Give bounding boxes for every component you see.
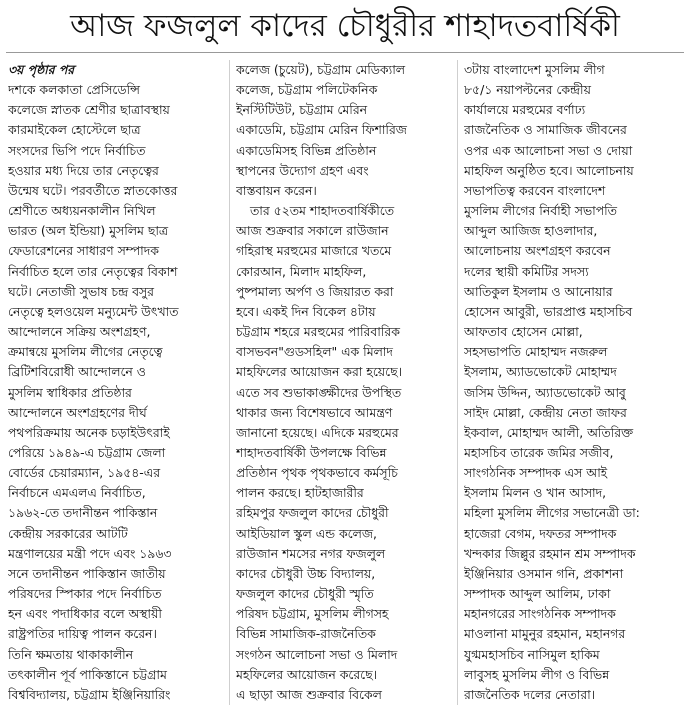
article-text-line: হাজেরা বেগম, দফতর সম্পাদক xyxy=(464,525,617,541)
article-text-line: খন্দকার জিল্লুর রহমান শ্রম সম্পাদক xyxy=(464,545,636,561)
article-text-line: মাহফিলের আয়োজন করা হয়েছে। xyxy=(236,364,403,380)
article-text-line: বাস্তবায়ন করেন। xyxy=(236,182,317,198)
article-text-line: মুসলিম স্বাধিকার প্রতিষ্ঠার xyxy=(8,384,132,400)
article-text-line: কলেজ, চট্টগ্রাম পলিটেকনিক xyxy=(236,82,378,98)
article-text-line: কারমাইকেল হোস্টেলে ছাত্র xyxy=(8,122,141,138)
article-text-line: নির্বাচিত হলে তার নেতৃত্বের বিকাশ xyxy=(8,263,178,279)
article-text-line: আতিকুল ইসলাম ও আনোয়ার xyxy=(464,283,613,299)
article-text-line: ভারত (অল ইন্ডিয়া) মুসলিম ছাত্র xyxy=(8,223,169,239)
article-text-line: চট্টগ্রাম শহরে মরহুমের পারিবারিক xyxy=(236,324,400,340)
article-text-line: হওয়ার মধ্য দিয়ে তার নেতৃত্বের xyxy=(8,162,159,178)
article-text-line: পুষ্পমাল্য অর্পণ ও জিয়ারত করা xyxy=(236,283,394,299)
article-text-line: শ্রেণীতে অধ্যয়নকালীন নিখিল xyxy=(8,203,156,219)
article-text-line: মহাসচিব তারেক জমির সজীব, xyxy=(464,444,614,460)
article-text-line: ইসলাম, অ্যাডভোকেট মোহাম্মদ xyxy=(464,364,617,380)
article-text-line: ইকবাল, মোহাম্মদ আলী, অতিরিক্ত xyxy=(464,424,634,440)
article-text-line: একাডেমি, চট্টগ্রাম মেরিন ফিশারিজ xyxy=(236,122,407,138)
article-text-line: মহফিলের আয়োজন করেছে। xyxy=(236,666,378,682)
article-text-line: রাজনৈতিক দলের নেতারা। xyxy=(464,686,596,702)
article-text-line: এ ছাড়া আজ শুক্রবার বিকেল xyxy=(236,686,382,702)
article-text-line: কার্যালয়ে মরহুমের বর্ণাঢ্য xyxy=(464,102,586,118)
article-text-line: ব্রিটিশবিরোধী আন্দোলনে ও xyxy=(8,364,146,380)
article-text-line: থাকার জন্য বিশেষভাবে আমন্ত্রণ xyxy=(236,404,393,420)
article-text-line: বাসভবন"গুডসহিল" এক মিলাদ xyxy=(236,344,393,360)
article-text-line: সনে তদানীন্তন পাকিস্তান জাতীয় xyxy=(8,565,166,581)
article-text-line: সাংগঠনিক সম্পাদক এস আই xyxy=(464,465,608,481)
article-text-line: হোসেন আবুরী, ভারপ্রাপ্ত মহাসচিব xyxy=(464,303,633,319)
article-text-line: ৮৫/১ নয়াপল্টনের কেন্দ্রীয় xyxy=(464,82,591,98)
article-text-line: তার ৫২তম শাহাদতবার্ষিকীতে xyxy=(250,203,395,219)
article-text-line: পেরিয়ে ১৯৪৯-এ চট্টগ্রাম জেলা xyxy=(8,444,166,460)
article-text-line: আফতাব হোসেন মোল্লা, xyxy=(464,324,583,340)
article-text-line: যুগ্মমহাসচিব নাসিমুল হাকিম xyxy=(464,646,600,662)
article-text-line: আন্দোলনে সক্রিয় অংশগ্রহণ, xyxy=(8,324,151,340)
article-text-line: রাউজান শমসের নগর ফজলুল xyxy=(236,545,386,561)
article-text-line: স্থাপনের উদ্যোগ গ্রহণ এবং xyxy=(236,162,369,178)
article-text-line: মাওলানা মামুনুর রহমান, মহানগর xyxy=(464,626,626,642)
article-column-1 xyxy=(8,60,222,705)
article-column-2 xyxy=(236,60,450,705)
article-text-line: সভাপতিত্ব করবেন বাংলাদেশ xyxy=(464,182,606,198)
article-text-line: জসিম উদ্দিন, অ্যাডভোকেট আবু xyxy=(464,384,626,400)
article-text-line: জানানো হয়েছে। এদিকে মরহুমের xyxy=(236,424,399,440)
article-text-line: ইঞ্জিনিয়ার ওসমান গনি, প্রকাশনা xyxy=(464,565,624,581)
article-text-line: গহিরাস্থ মরহুমের মাজারে খতমে xyxy=(236,243,392,259)
article-text-line: ৩টায় বাংলাদেশ মুসলিম লীগ xyxy=(464,62,605,77)
article-text-line: আন্দোলনে অংশগ্রহণের দীর্ঘ xyxy=(8,404,147,420)
article-text-line: তিনি ক্ষমতায় থাকাকালীন xyxy=(8,646,134,662)
article-text-line: কলেজে স্নাতক শ্রেণীর ছাত্রাবস্থায় xyxy=(8,102,170,118)
article-text-line: বোর্ডের চেয়ারম্যান, ১৯৫৪-এর xyxy=(8,465,161,481)
article-text-line: রাজনৈতিক ও সামাজিক জীবনের xyxy=(464,122,627,138)
article-text-line: আলোচনায় অংশগ্রহণ করবেন xyxy=(464,243,611,259)
article-text-line: কাদের চৌধুরী উচ্চ বিদ্যালয়, xyxy=(236,565,376,581)
article-text-line: এতে সব শুভাকাঙ্ক্ষীদের উপস্থিত xyxy=(236,384,402,400)
article-text-line: কলেজ (চুয়েট), চট্টগ্রাম মেডিক্যাল xyxy=(236,62,406,77)
article-text-line: রহিমপুর ফজলুল কাদের চৌধুরী xyxy=(236,505,389,521)
article-text-line: দশকে কলকাতা প্রেসিডেন্সি xyxy=(8,82,140,98)
article-text-line: ক্রমান্বয়ে মুসলিম লীগের নেতৃত্বে xyxy=(8,344,163,360)
article-text-line: উন্মেষ ঘটে। পরবর্তীতে স্নাতকোত্তর xyxy=(8,182,178,198)
article-text-line: একাডেমিসহ বিভিন্ন প্রতিষ্ঠান xyxy=(236,142,377,158)
article-text-line: পালন করছে। হাটহাজারীর xyxy=(236,485,364,501)
article-column-3 xyxy=(464,60,682,705)
article-text-line: মহানগরের সাংগঠনিক সম্পাদক xyxy=(464,606,616,622)
article-text-line: আজ শুক্রবার সকালে রাউজান xyxy=(236,223,389,239)
column-divider xyxy=(457,60,458,705)
article-text-line: পরিষদ চট্টগ্রাম, মুসলিম লীগসহ xyxy=(236,606,389,622)
article-text-line: ইসলাম মিলন ও খান আসাদ, xyxy=(464,485,607,501)
article-text-line: বিভিন্ন সামাজিক-রাজনৈতিক xyxy=(236,626,376,642)
article-text-line: সহসভাপতি মোহাম্মদ নজরুল xyxy=(464,344,608,360)
article-text-line: ইনস্টিটিউট, চট্টগ্রাম মেরিন xyxy=(236,102,368,118)
article-text-line: তৎকালীন পূর্ব পাকিস্তানে চট্টগ্রাম xyxy=(8,666,167,682)
article-text-line: ওপর এক আলোচনা সভা ও দোয়া xyxy=(464,142,633,158)
article-text-line: ফজলুল কাদের চৌধুরী স্মৃতি xyxy=(236,586,374,602)
article-text-line: মহিলা মুসলিম লীগের সভানেত্রী ডা: xyxy=(464,505,640,521)
article-text-line: সাইদ মোল্লা, কেন্দ্রীয় নেতা জাফর xyxy=(464,404,627,420)
article-text-line: ১৯৬২-তে তদানীন্তন পাকিস্তান xyxy=(8,505,158,521)
article-text-line: বিশ্ববিদ্যালয়, চট্টগ্রাম ইঞ্জিনিয়ারিং xyxy=(8,686,171,702)
article-text-line: হন এবং পদাধিকার বলে অস্থায়ী xyxy=(8,606,162,622)
article-text-line: সংসদের ভিপি পদে নির্বাচিত xyxy=(8,142,146,158)
article-text-line: পথপরিক্রমায় অনেক চড়াইউৎরাই xyxy=(8,424,170,440)
headline-rule xyxy=(6,52,684,53)
article-text-line: নির্বাচনে এমএলএ নির্বাচিত, xyxy=(8,485,146,501)
article-text-line: নেতৃত্বে হলওয়েল মন্যুমেন্ট উৎখাত xyxy=(8,303,179,319)
continued-from-kicker: ৩য় পৃষ্ঠার পর xyxy=(8,62,75,77)
article-headline: আজ ফজলুল কাদের চৌধুরীর শাহাদতবার্ষিকী xyxy=(70,8,620,44)
article-text-line: কোরআন, মিলাদ মাহফিল, xyxy=(236,263,367,279)
article-text-line: ফেডারেশনের সাধারণ সম্পাদক xyxy=(8,243,159,259)
article-text-line: মাহফিল অনুষ্ঠিত হবে। আলোচনায় xyxy=(464,162,634,178)
article-text-line: মন্ত্রণালয়ের মন্ত্রী পদে এবং ১৯৬৩ xyxy=(8,545,172,561)
article-text-line: রাষ্ট্রপতির দায়িত্ব পালন করেন। xyxy=(8,626,157,642)
article-text-line: ঘটে। নেতাজী সুভাষ চন্দ্র বসুর xyxy=(8,283,154,299)
article-text-line: সম্পাদক আব্দুল আলিম, ঢাকা xyxy=(464,586,611,602)
article-text-line: কেন্দ্রীয় সরকারের আটটি xyxy=(8,525,128,541)
article-text-line: আইডিয়াল স্কুল এন্ড কলেজ, xyxy=(236,525,377,541)
article-text-line: লাবুসহ মুসলিম লীগ ও বিভিন্ন xyxy=(464,666,610,682)
article-text-line: মুসলিম লীগের নির্বাহী সভাপতি xyxy=(464,203,617,219)
article-text-line: আব্দুল আজিজ হাওলাদার, xyxy=(464,223,598,239)
article-text-line: সংগঠন আলোচনা সভা ও মিলাদ xyxy=(236,646,398,662)
article-text-line: প্রতিষ্ঠান পৃথক পৃথকভাবে কর্মসূচি xyxy=(236,465,398,481)
article-text-line: শাহাদতবার্ষিকী উপলক্ষে বিভিন্ন xyxy=(236,444,387,460)
article-text-line: হবে। একই দিন বিকেল ৪টায় xyxy=(236,303,376,319)
article-text-line: পরিষদের স্পিকার পদে নির্বাচিত xyxy=(8,586,162,602)
article-text-line: দলের স্থায়ী কমিটির সদস্য xyxy=(464,263,589,279)
column-divider xyxy=(229,60,230,705)
